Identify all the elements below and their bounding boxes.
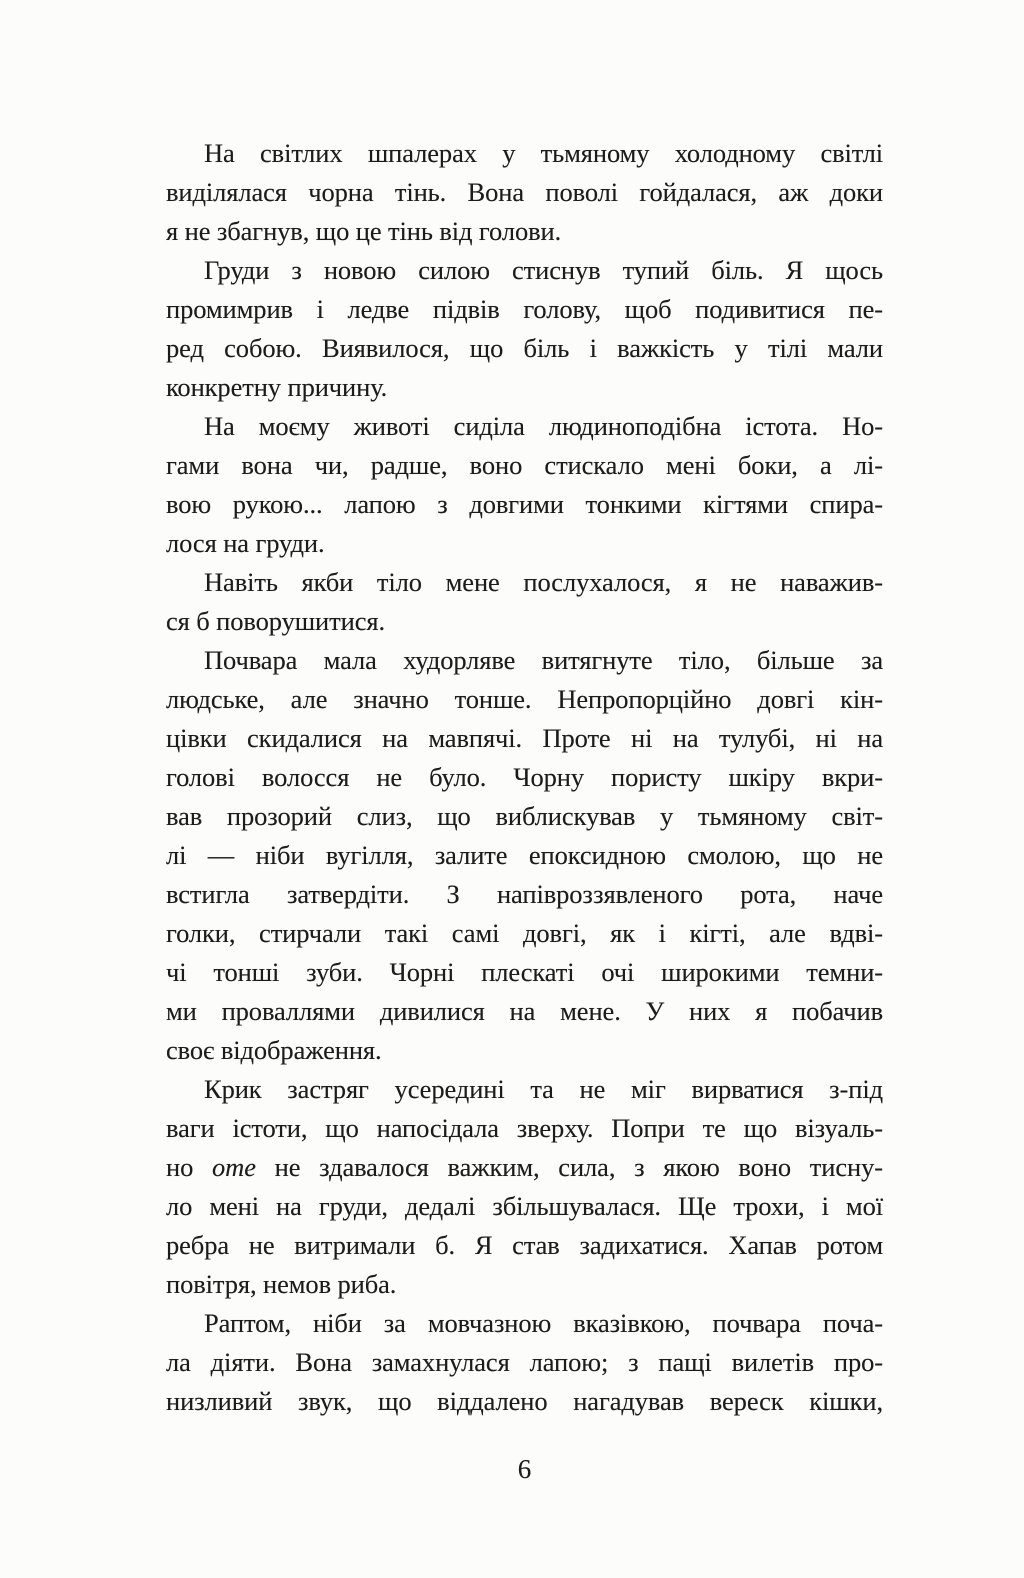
text-run: но <box>166 1152 213 1182</box>
text-run: не здавалося важким, сила, з якою воно тисну- <box>255 1152 883 1182</box>
text-line <box>166 641 883 680</box>
text-line <box>166 953 883 992</box>
text-run: лі — ніби вугілля, залите епоксидною смолою, що не <box>166 840 883 870</box>
paragraph <box>166 563 883 641</box>
text-line <box>166 602 883 641</box>
text-line <box>166 680 883 719</box>
text-line <box>166 1109 883 1148</box>
text-run: Навіть якби тіло мене послухалося, я не наважив- <box>204 567 883 597</box>
text-run: виділялася чорна тінь. Вона поволі гойдалася, аж доки <box>166 177 883 207</box>
text-run: ребра не витримали б. Я став задихатися. Хапав ротом <box>166 1230 883 1260</box>
text-line <box>166 1148 883 1187</box>
text-line <box>166 1343 883 1382</box>
text-run: цівки скидалися на мавпячі. Проте ні на тулубі, ні на <box>166 723 883 753</box>
text-line <box>166 1304 883 1343</box>
page-number: 6 <box>517 1454 532 1484</box>
text-line <box>166 719 883 758</box>
text-run: ваги істоти, що напосідала зверху. Попри те що візуаль- <box>166 1113 883 1143</box>
text-line <box>166 251 883 290</box>
text-line <box>166 485 883 524</box>
text-line <box>166 1382 883 1421</box>
text-run: низливий звук, що віддалено нагадував вереск кішки, <box>166 1386 883 1416</box>
text-run: голки, стирчали такі самі довгі, як і кігті, але вдві- <box>166 918 883 948</box>
text-run: гами вона чи, радше, воно стискало мені боки, а лі- <box>166 450 883 480</box>
text-run: ся б поворушитися. <box>166 606 385 636</box>
text-line <box>166 836 883 875</box>
text-run: Груди з новою силою стиснув тупий біль. Я щось <box>204 255 883 285</box>
italic-text-run: оте <box>212 1152 256 1182</box>
text-run: ми проваллями дивилися на мене. У них я побачив <box>166 996 883 1026</box>
text-run: На світлих шпалерах у тьмяному холодному світлі <box>204 138 883 168</box>
paragraph <box>166 251 883 407</box>
text-line <box>166 1226 883 1265</box>
text-run: ла діяти. Вона замахнулася лапою; з пащі вилетів про- <box>166 1347 883 1377</box>
text-run: я не збагнув, що це тінь від голови. <box>166 216 562 246</box>
paragraph <box>166 134 883 251</box>
text-line <box>166 290 883 329</box>
text-line <box>166 1031 883 1070</box>
text-line <box>166 797 883 836</box>
text-line <box>166 758 883 797</box>
page-text <box>166 134 883 1421</box>
paragraph <box>166 641 883 1070</box>
paragraph <box>166 407 883 563</box>
text-run: промимрив і ледве підвів голову, щоб подивитися пе- <box>166 294 883 324</box>
text-line <box>166 563 883 602</box>
text-run: ло мені на груди, дедалі збільшувалася. Ще трохи, і мої <box>166 1191 883 1221</box>
text-line <box>166 1265 883 1304</box>
text-run: голові волосся не було. Чорну пористу шкіру вкри- <box>166 762 883 792</box>
text-line <box>166 875 883 914</box>
text-run: чі тонші зуби. Чорні плескаті очі широкими темни- <box>166 957 883 987</box>
text-line <box>166 134 883 173</box>
text-run: Почвара мала худорляве витягнуте тіло, більше за <box>204 645 883 675</box>
text-line <box>166 992 883 1031</box>
text-line <box>166 407 883 446</box>
text-run: своє відображення. <box>166 1035 382 1065</box>
text-line <box>166 1187 883 1226</box>
text-run: Раптом, ніби за мовчазною вказівкою, почвара поча- <box>204 1308 883 1338</box>
text-line <box>166 914 883 953</box>
text-line <box>166 329 883 368</box>
text-run: ред собою. Виявилося, що біль і важкість у тілі мали <box>166 333 883 363</box>
text-line <box>166 173 883 212</box>
text-run: вою рукою... лапою з довгими тонкими кігтями спира- <box>166 489 883 519</box>
text-line <box>166 212 883 251</box>
text-run: встигла затвердіти. З напівроззявленого рота, наче <box>166 879 883 909</box>
paragraph <box>166 1304 883 1421</box>
text-run: Крик застряг усередині та не міг вирватися з-під <box>204 1074 883 1104</box>
text-run: повітря, немов риба. <box>166 1269 397 1299</box>
text-line <box>166 524 883 563</box>
text-run: людське, але значно тонше. Непропорційно довгі кін- <box>166 684 883 714</box>
text-run: На моєму животі сиділа людиноподібна істота. Но- <box>204 411 883 441</box>
text-run: конкретну причину. <box>166 372 388 402</box>
text-line <box>166 368 883 407</box>
text-run: вав прозорий слиз, що виблискував у тьмяному світ- <box>166 801 883 831</box>
text-line <box>166 1070 883 1109</box>
text-line <box>166 446 883 485</box>
paragraph <box>166 1070 883 1304</box>
text-run: лося на груди. <box>166 528 325 558</box>
